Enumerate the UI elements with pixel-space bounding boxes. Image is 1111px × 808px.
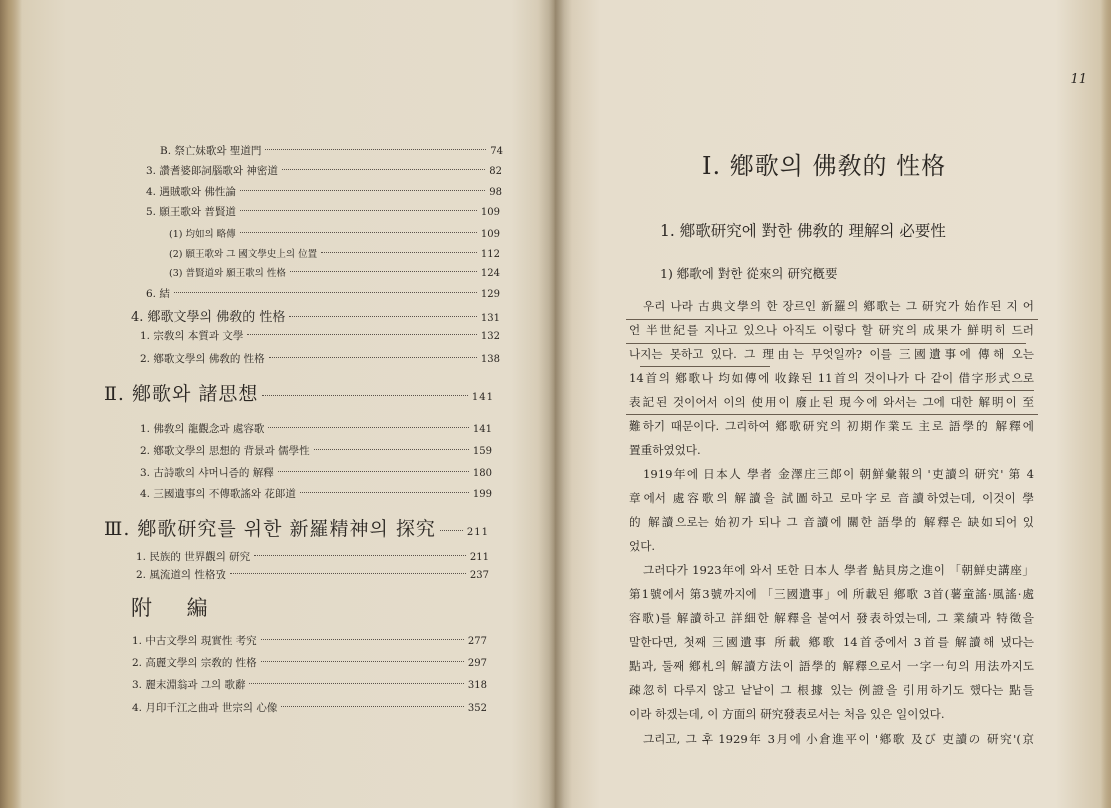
toc-leader-dots	[240, 190, 485, 191]
toc-entry-label: (3) 普賢道와 願王歌의 性格	[169, 268, 286, 279]
toc-entry-label: 3. 古詩歌의 샤머니즘的 解釋	[140, 467, 274, 479]
toc-entry	[140, 486, 492, 501]
toc-entry-label: 1. 佛敎의 龍觀念과 處容歌	[140, 423, 265, 435]
toc-leader-dots	[290, 271, 477, 272]
body-text-line: 언 半世紀를 지나고 있으나 아직도 이렇다 할 研究의 成果가 鮮明히 드러	[629, 323, 1034, 337]
toc-entry	[169, 226, 500, 240]
toc-entry	[140, 465, 492, 480]
toc-entry-page: 131	[480, 313, 500, 324]
body-text-line: 章에서 處容歌의 解讀을 試圖하고 로마字로 音讀하였는데, 이것이 學	[629, 491, 1034, 505]
toc-entry	[132, 655, 487, 670]
left-page-toc	[0, 0, 555, 808]
toc-entry-label: 5. 願王歌와 普賢道	[146, 206, 236, 218]
subsection-title: 1) 鄕歌에 對한 從來의 研究槪要	[660, 266, 838, 281]
pencil-underline	[626, 343, 1026, 344]
toc-entry	[160, 143, 503, 158]
toc-appendix-heading: 附 編	[131, 596, 222, 620]
body-text-line: 이라 하겠는데, 이 方面의 研究發表로서는 처음 있은 일이었다.	[629, 707, 945, 721]
toc-leader-dots	[314, 449, 469, 450]
toc-leader-dots	[321, 252, 477, 253]
body-text-line: 말한다면, 첫째 三國遺事 所載 鄕歌 14首중에서 3首를 解讀해 냈다는	[629, 635, 1034, 649]
toc-entry-page: 109	[480, 207, 500, 218]
pencil-underline	[800, 390, 1034, 391]
toc-leader-dots	[261, 639, 464, 640]
toc-entry	[132, 677, 487, 692]
toc-entry-label: 3. 麗末淵翁과 그의 歌辭	[132, 679, 246, 691]
body-text-line: 點과, 둘째 鄕札의 解讀方法이 語學的 解釋으로서 一字一句의 用法까지도	[629, 659, 1034, 673]
body-text-line: 第1號에서 第3號까지에 「三國遺事」에 所載된 鄕歌 3首(薯童謠·風謠·處	[629, 587, 1034, 601]
toc-leader-dots	[230, 573, 466, 574]
body-text-line: 疎忽히 다루지 않고 낱낱이 그 根據 있는 例證을 引用하기도 했다는 點들	[629, 683, 1034, 697]
toc-entry-page: 129	[480, 289, 500, 300]
body-text-line: 나지는 못하고 있다. 그 理由는 무엇일까? 이를 三國遺事에 傳해 오는	[629, 347, 1034, 361]
toc-entry-label: 4. 遇賊歌와 佛性論	[146, 186, 236, 198]
toc-entry	[104, 379, 494, 406]
toc-entry	[132, 700, 487, 715]
toc-entry	[169, 265, 500, 279]
toc-entry-label: 1. 中古文學의 現實性 考究	[132, 635, 257, 647]
page-number: 11	[1070, 72, 1087, 87]
toc-entry-label: 4. 鄕歌文學의 佛敎的 性格	[131, 310, 286, 325]
body-text-line: 그러다가 1923年에 와서 또한 日本人 學者 鮎貝房之進이 「朝鮮史講座」	[643, 563, 1034, 577]
toc-entry-label: Ⅱ. 鄕歌와 諸思想	[104, 383, 259, 405]
toc-entry-page: 199	[472, 489, 492, 500]
toc-entry-page: 159	[472, 446, 492, 457]
toc-entry	[146, 184, 502, 199]
toc-entry-label: 2. 風流道의 性格攷	[136, 569, 226, 581]
toc-entry-page: 352	[467, 703, 487, 714]
book-edge-right	[1101, 0, 1111, 808]
toc-leader-dots	[262, 395, 468, 396]
toc-entry	[140, 421, 492, 436]
toc-leader-dots	[440, 530, 463, 531]
toc-leader-dots	[282, 169, 485, 170]
toc-entry-page: 211	[469, 552, 489, 563]
toc-leader-dots	[174, 292, 477, 293]
toc-entry-page: 211	[466, 527, 489, 538]
toc-entry-label: 2. 鄕歌文學의 佛敎的 性格	[140, 353, 265, 365]
toc-entry-page: 82	[489, 166, 502, 177]
toc-entry-page: 237	[469, 570, 489, 581]
toc-entry-page: 124	[480, 268, 500, 279]
toc-entry-page: 112	[480, 249, 500, 260]
toc-entry	[136, 549, 489, 564]
toc-entry-page: 318	[467, 680, 487, 691]
toc-entry-page: 138	[480, 354, 500, 365]
body-text-line: 的 解讀으로는 始初가 되나 그 音讀에 關한 語學的 解釋은 缺如되어 있	[629, 515, 1034, 529]
pencil-underline	[626, 414, 1038, 415]
toc-entry-page: 132	[480, 331, 500, 342]
chapter-title: Ⅰ. 鄕歌의 佛敎的 性格	[702, 152, 947, 180]
toc-entry-page: 141	[471, 392, 494, 403]
pencil-underline	[640, 366, 770, 367]
toc-leader-dots	[247, 334, 477, 335]
toc-leader-dots	[240, 232, 477, 233]
body-text-line: 表記된 것이어서 이의 使用이 廢止된 現今에 와서는 그에 대한 解明이 至	[629, 395, 1034, 409]
toc-entry	[146, 163, 502, 178]
toc-entry-label: B. 祭亡妹歌와 聖道門	[160, 145, 262, 157]
toc-entry	[140, 443, 492, 458]
toc-leader-dots	[278, 471, 469, 472]
toc-entry-label: 3. 讚耆婆郞詞腦歌와 神密道	[146, 165, 278, 177]
toc-leader-dots	[261, 661, 464, 662]
toc-entry-label: 2. 鄕歌文學의 思想的 背景과 儒學性	[140, 445, 310, 457]
body-text-line: 容歌)를 解讀하고 詳細한 解釋을 붙여서 發表하였는데, 그 業績과 特徵을	[629, 611, 1034, 625]
toc-entry-label: Ⅲ. 鄕歌研究를 위한 新羅精神의 探究	[104, 518, 436, 540]
toc-entry	[131, 306, 500, 325]
toc-entry-label: (1) 均如의 略傳	[169, 229, 236, 240]
body-text-line: 그리고, 그 후 1929年 3月에 小倉進平이 '鄕歌 及び 吏讀の 研究'(京	[643, 732, 1034, 746]
body-text-line: 14首의 鄕歌나 均如傳에 收錄된 11首의 것이나가 다 같이 借字形式으로	[629, 371, 1034, 385]
body-text-line: 置重하였었다.	[629, 443, 701, 457]
toc-entry	[140, 328, 500, 343]
toc-leader-dots	[240, 210, 477, 211]
toc-entry-page: 109	[480, 229, 500, 240]
body-text-line: 우리 나라 古典文學의 한 장르인 新羅의 鄕歌는 그 研究가 始作된 지 어	[643, 299, 1034, 313]
toc-entry-label: (2) 願王歌와 그 國文學史上의 位置	[169, 249, 318, 260]
toc-entry	[146, 286, 500, 301]
toc-entry-page: 277	[467, 636, 487, 647]
pencil-underline	[626, 319, 1038, 320]
toc-entry-page: 180	[472, 468, 492, 479]
toc-leader-dots	[300, 492, 469, 493]
toc-leader-dots	[269, 357, 477, 358]
toc-entry	[146, 204, 500, 219]
toc-leader-dots	[265, 149, 486, 150]
toc-leader-dots	[281, 706, 464, 707]
toc-entry-page: 297	[467, 658, 487, 669]
toc-leader-dots	[249, 683, 463, 684]
toc-entry-page: 141	[472, 424, 492, 435]
section-title: 1. 鄕歌研究에 對한 佛敎的 理解의 必要性	[660, 222, 946, 240]
toc-entry-page: 98	[489, 187, 502, 198]
toc-entry-label: 2. 高麗文學의 宗敎的 性格	[132, 657, 257, 669]
body-text-line: 었다.	[629, 539, 656, 553]
toc-entry	[104, 514, 489, 541]
toc-leader-dots	[268, 427, 469, 428]
toc-entry	[169, 246, 500, 260]
toc-entry-label: 4. 月印千江之曲과 世宗의 心像	[132, 702, 278, 714]
toc-entry-label: 4. 三國遺事의 不傳歌謠와 花郞道	[140, 488, 296, 500]
toc-entry	[136, 567, 489, 582]
toc-entry	[132, 633, 487, 648]
toc-entry-label: 6. 結	[146, 288, 170, 300]
toc-leader-dots	[254, 555, 466, 556]
toc-entry-page: 74	[490, 146, 503, 157]
toc-entry-label: 1. 宗敎의 本質과 文學	[140, 330, 244, 342]
toc-leader-dots	[289, 316, 477, 317]
toc-entry	[140, 351, 500, 366]
body-text-line: 1919年에 日本人 學者 金澤庄三郞이 朝鮮彙報의 '吏讀의 研究' 第 4	[643, 467, 1034, 481]
body-text-line: 難하기 때문이다. 그리하여 鄕歌研究의 初期作業도 主로 語學的 解釋에	[629, 419, 1034, 433]
toc-entry-label: 1. 民族的 世界觀의 研究	[136, 551, 251, 563]
